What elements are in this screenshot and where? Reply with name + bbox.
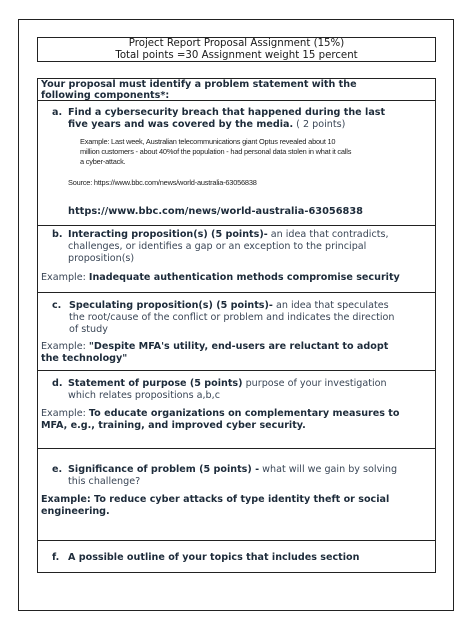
item-b-desc-2: challenges, or identifies a gap or an exception to the principal bbox=[68, 241, 367, 252]
assignment-points-line: Total points =30 Assignment weight 15 percent bbox=[115, 50, 358, 61]
item-e-desc-2: this challenge? bbox=[68, 476, 141, 487]
section-f bbox=[38, 541, 435, 572]
item-a-example-line-2: million customers - about 40%of the population - had personal data stolen in what it calls bbox=[80, 147, 352, 156]
item-a-example-line-1: Example: Last week, Australian telecommunications giant Optus revealed about 10 bbox=[80, 137, 336, 146]
item-c-example-line-1 bbox=[41, 341, 388, 353]
section-b bbox=[38, 226, 435, 293]
requirements-table bbox=[37, 78, 436, 573]
item-e-example-line-2: engineering. bbox=[41, 506, 110, 517]
item-c-heading: Speculating proposition(s) (5 points)- bbox=[69, 300, 273, 311]
intro-line-1: Your proposal must identify a problem statement with the bbox=[41, 79, 357, 90]
item-d-example-line-1 bbox=[41, 408, 400, 420]
item-b-example-label: Example: bbox=[41, 272, 89, 283]
item-c-desc-3: of study bbox=[69, 324, 108, 335]
section-e bbox=[38, 449, 435, 541]
item-c-desc-2: the root/cause of the conflict or problem and indicates the direction bbox=[69, 312, 395, 323]
item-b-desc-3: proposition(s) bbox=[68, 253, 135, 264]
item-d-example-label: Example: bbox=[41, 408, 89, 419]
item-f-text: A possible outline of your topics that includes section bbox=[68, 552, 360, 563]
item-a-example-line-3: a cyber-attack. bbox=[80, 157, 126, 166]
title-box bbox=[37, 37, 436, 62]
assignment-title: Project Report Proposal Assignment (15%) bbox=[128, 38, 345, 49]
intro-line-2: following components*: bbox=[41, 90, 170, 101]
item-a-url: https://www.bbc.com/news/world-australia-63056838 bbox=[68, 206, 363, 217]
item-e-example-line-1: Example: To reduce cyber attacks of type identity theft or social bbox=[41, 494, 390, 505]
item-d-desc-1: purpose of your investigation bbox=[242, 378, 387, 389]
item-d-heading: Statement of purpose (5 points) bbox=[68, 378, 243, 389]
item-e-line-1 bbox=[68, 464, 397, 476]
marker-e: e. bbox=[52, 464, 63, 475]
item-c-line-1 bbox=[69, 300, 389, 312]
item-b-desc-1: an idea that contradicts, bbox=[267, 229, 389, 240]
item-b-example-text: Inadequate authentication methods compromise security bbox=[88, 272, 400, 283]
marker-d: d. bbox=[52, 378, 63, 389]
item-d-line-1 bbox=[68, 378, 387, 390]
marker-a: a. bbox=[52, 107, 63, 118]
item-c-example-label: Example: bbox=[41, 341, 89, 352]
item-a-source: Source: https://www.bbc.com/news/world-australia-63056838 bbox=[68, 178, 257, 187]
item-b-line-1 bbox=[68, 229, 389, 241]
item-d-example-line-2: MFA, e.g., training, and improved cyber security. bbox=[41, 420, 306, 431]
item-b-example bbox=[41, 272, 400, 284]
item-a-points: ( 2 points) bbox=[293, 119, 346, 130]
section-d bbox=[38, 371, 435, 449]
section-c bbox=[38, 293, 435, 371]
item-c-example-line-2: the technology" bbox=[41, 353, 128, 364]
section-a bbox=[38, 101, 435, 226]
marker-f: f. bbox=[52, 552, 60, 563]
item-a-line-1: Find a cybersecurity breach that happened during the last bbox=[68, 107, 386, 118]
item-e-heading: Significance of problem (5 points) - bbox=[68, 464, 260, 475]
item-d-desc-2: which relates propositions a,b,c bbox=[68, 390, 220, 401]
item-a-line-2 bbox=[68, 119, 345, 131]
item-d-example-text: To educate organizations on complementary measures to bbox=[88, 408, 400, 419]
item-a-heading: five years and was covered by the media. bbox=[68, 119, 294, 130]
intro-section bbox=[38, 79, 435, 101]
marker-c: c. bbox=[52, 300, 62, 311]
item-c-desc-1: an idea that speculates bbox=[272, 300, 389, 311]
item-b-heading: Interacting proposition(s) (5 points)- bbox=[68, 229, 268, 240]
item-c-example-text: "Despite MFA's utility, end-users are reluctant to adopt bbox=[88, 341, 389, 352]
marker-b: b. bbox=[52, 229, 63, 240]
item-e-desc-1: what will we gain by solving bbox=[259, 464, 398, 475]
